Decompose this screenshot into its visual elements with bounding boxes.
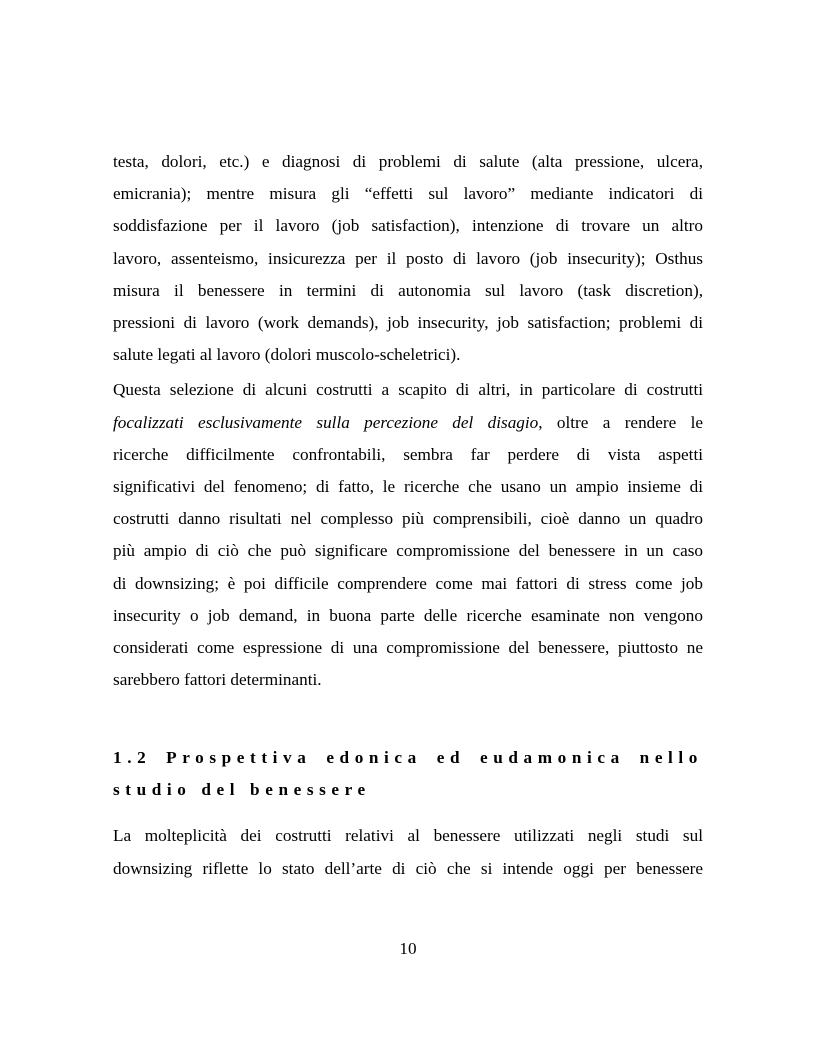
text-line: Questa selezione di alcuni costrutti a scapito di altri, in particolare di costrutti <box>113 380 703 400</box>
text-line: pressioni di lavoro (work demands), job insecurity, job satisfaction; problemi di <box>113 313 703 333</box>
heading-line: 1.2 Prospettiva edonica ed eudamonica nello <box>113 748 703 768</box>
text-line: misura il benessere in termini di autonomia sul lavoro (task discretion), <box>113 280 703 300</box>
text-line: ricerche difficilmente confrontabili, sembra far perdere di vista aspetti <box>113 444 703 464</box>
page-number: 10 <box>399 939 417 958</box>
text-line: considerati come espressione di una compromissione del benessere, piuttosto ne <box>113 638 703 658</box>
section-heading <box>113 742 703 806</box>
paragraph-1 <box>113 146 703 371</box>
text-line: di downsizing; è poi difficile comprendere come mai fattori di stress come job <box>113 573 703 593</box>
text-line: soddisfazione per il lavoro (job satisfaction), intenzione di trovare un altro <box>113 216 703 236</box>
text-line: testa, dolori, etc.) e diagnosi di problemi di salute (alta pressione, ulcera, <box>113 152 703 171</box>
text-line: costrutti danno risultati nel complesso più comprensibili, cioè danno un quadro <box>113 509 703 529</box>
text-line: sarebbero fattori determinanti. <box>113 670 322 690</box>
text-line: insecurity o job demand, in buona parte delle ricerche esaminate non vengono <box>113 605 703 625</box>
heading-line: studio del benessere <box>113 780 371 800</box>
paragraph-2 <box>113 374 703 696</box>
italic-phrase: focalizzati esclusivamente sulla percezione del disagio <box>113 412 539 432</box>
text-fragment: , oltre a rendere le <box>538 412 703 432</box>
text-line: emicrania); mentre misura gli “effetti sul lavoro” mediante indicatori di <box>113 184 703 204</box>
text-line: La molteplicità dei costrutti relativi al benessere utilizzati negli studi sul <box>113 826 703 846</box>
page-body <box>113 146 703 885</box>
text-line-mixed <box>113 407 703 439</box>
text-line: salute legati al lavoro (dolori muscolo-scheletrici). <box>113 345 461 365</box>
paragraph-3 <box>113 820 703 884</box>
text-line: lavoro, assenteismo, insicurezza per il posto di lavoro (job insecurity); Osthus <box>113 248 703 268</box>
text-line: più ampio di ciò che può significare compromissione del benessere in un caso <box>113 541 703 561</box>
text-line: significativi del fenomeno; di fatto, le ricerche che usano un ampio insieme di <box>113 477 703 497</box>
text-line: downsizing riflette lo stato dell’arte di ciò che si intende oggi per benessere <box>113 858 703 878</box>
